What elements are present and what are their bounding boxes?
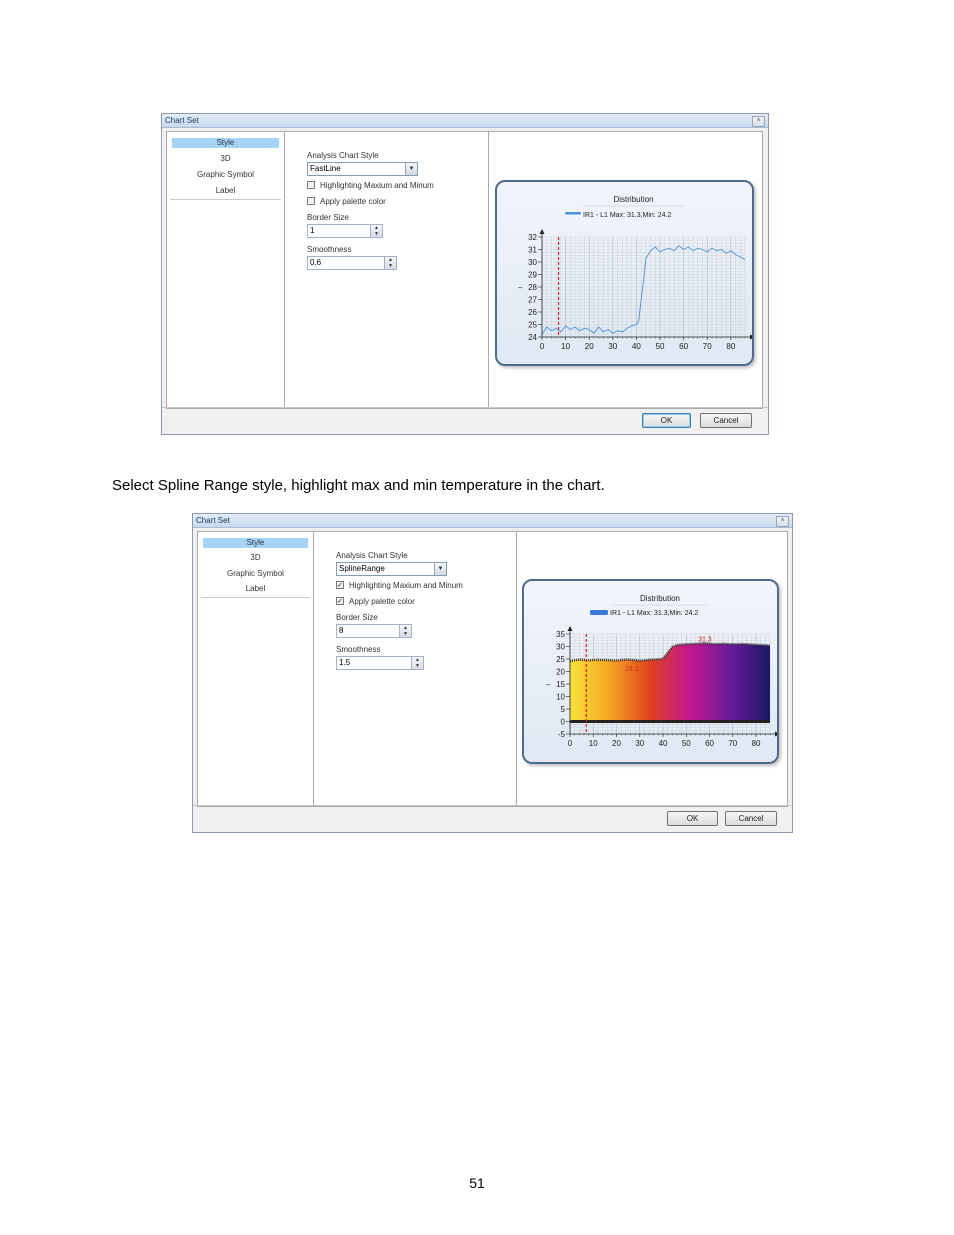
y-tick-label: -5 [557, 730, 565, 739]
preview-panel [516, 531, 788, 807]
chevron-down-icon[interactable]: ▼ [434, 563, 446, 575]
chart-card [522, 579, 779, 764]
palette-checkbox[interactable]: ✓ [337, 598, 343, 605]
border-size-label: Border Size [336, 613, 378, 622]
smoothness-stepper[interactable] [336, 656, 424, 670]
spin-arrows-icon[interactable]: ▲ ▼ [384, 257, 396, 269]
x-tick-label: 70 [728, 739, 738, 748]
x-tick-label: 80 [726, 342, 736, 351]
y-tick-label: 25 [556, 655, 565, 664]
legend-entry: IR1 - L1 Max: 31.3,Min: 24.2 [583, 212, 672, 219]
max-label: 31.3 [698, 636, 712, 644]
nav-item-3d[interactable]: 3D [220, 154, 231, 163]
settings-panel [313, 531, 517, 807]
border-size-stepper[interactable] [307, 224, 383, 238]
area-fill [570, 643, 770, 721]
cancel-button[interactable]: Cancel [725, 811, 777, 826]
x-axis-arrow-icon [750, 335, 752, 340]
y-tick-label: 30 [556, 642, 565, 652]
smoothness-value: 0.6 [310, 258, 322, 267]
y-axis-label: – [546, 680, 551, 689]
highlight-label: Highlighting Maxium and Minum [320, 181, 434, 190]
x-tick-label: 20 [584, 342, 594, 351]
chart-set-dialog-2 [192, 513, 793, 833]
x-tick-label: 10 [561, 342, 571, 351]
y-tick-label: 20 [556, 667, 565, 677]
nav-item-label[interactable]: Label [215, 186, 236, 195]
x-tick-label: 50 [655, 342, 665, 351]
spin-arrows-icon[interactable]: ▲ ▼ [399, 625, 411, 637]
nav-panel [166, 131, 285, 409]
spin-arrows-icon[interactable]: ▲ ▼ [411, 657, 423, 669]
nav-panel [197, 531, 314, 807]
y-tick-label: 32 [528, 233, 537, 242]
close-icon[interactable]: × [776, 516, 789, 527]
close-icon[interactable]: × [752, 116, 765, 127]
border-size-value: 1 [310, 226, 315, 235]
smoothness-stepper[interactable] [307, 256, 397, 270]
highlight-checkbox[interactable] [307, 181, 315, 189]
x-axis-arrow-icon [775, 732, 777, 737]
nav-item-style[interactable]: Style [203, 538, 308, 548]
y-tick-label: 30 [528, 258, 537, 267]
chart-title: Distribution [613, 195, 654, 204]
button-bar [162, 407, 768, 434]
chart-style-value: FastLine [310, 164, 341, 173]
chart-title: Distribution [639, 594, 681, 603]
y-tick-label: 35 [556, 630, 565, 639]
nav-divider [170, 199, 281, 200]
page-number: 51 [469, 1175, 485, 1191]
chart-card [495, 180, 754, 366]
x-tick-label: 60 [679, 342, 689, 351]
y-tick-label: 25 [528, 320, 537, 330]
x-tick-label: 0 [567, 739, 573, 748]
legend-swatch [565, 212, 581, 215]
chart-set-dialog-1 [161, 113, 769, 435]
distribution-chart [524, 581, 777, 762]
analysis-chart-style-label: Analysis Chart Style [307, 151, 379, 160]
distribution-chart [497, 182, 752, 364]
nav-item-style[interactable]: Style [172, 138, 279, 148]
chart-style-select[interactable] [336, 562, 447, 576]
ok-button[interactable]: OK [667, 811, 718, 826]
y-axis-arrow-icon [568, 626, 573, 631]
instruction-caption: Select Spline Range style, highlight max and min temperature in the chart. [112, 477, 605, 494]
x-tick-label: 30 [635, 739, 645, 748]
smoothness-label: Smoothness [307, 245, 352, 254]
x-tick-label: 40 [631, 342, 641, 351]
min-label: 24.2 [625, 666, 639, 673]
x-tick-label: 60 [705, 739, 714, 748]
border-size-value: 8 [339, 626, 344, 635]
dialog-title: Chart Set [162, 114, 768, 128]
palette-label: Apply palette color [349, 597, 415, 606]
nav-item-3d[interactable]: 3D [250, 553, 261, 562]
highlight-label: Highlighting Maxium and Minum [349, 581, 463, 590]
legend-swatch [590, 610, 608, 615]
spin-arrows-icon[interactable]: ▲ ▼ [370, 225, 382, 237]
palette-checkbox[interactable] [307, 197, 315, 205]
y-tick-label: 10 [556, 692, 565, 702]
legend-entry: IR1 - L1 Max: 31.3,Min: 24.2 [610, 610, 699, 617]
nav-item-graphic-symbol[interactable]: Graphic Symbol [197, 170, 254, 179]
y-tick-label: 0 [560, 717, 565, 727]
x-tick-label: 30 [608, 342, 618, 351]
smoothness-label: Smoothness [336, 645, 381, 654]
y-tick-label: 29 [528, 270, 537, 280]
nav-item-graphic-symbol[interactable]: Graphic Symbol [227, 569, 284, 578]
chart-style-value: SplineRange [339, 564, 385, 573]
y-tick-label: 28 [528, 283, 537, 292]
y-tick-label: 24 [528, 333, 537, 342]
x-tick-label: 40 [658, 739, 668, 748]
button-bar [193, 805, 792, 832]
x-tick-label: 70 [702, 342, 712, 351]
x-tick-label: 10 [588, 739, 598, 748]
y-tick-label: 26 [528, 308, 537, 317]
border-size-label: Border Size [307, 213, 349, 222]
settings-panel [284, 131, 489, 409]
x-tick-label: 80 [751, 739, 761, 748]
border-size-stepper[interactable] [336, 624, 412, 638]
y-tick-label: 27 [528, 295, 537, 305]
nav-divider [201, 597, 310, 598]
smoothness-value: 1.5 [339, 658, 351, 667]
y-axis-arrow-icon [540, 229, 545, 234]
palette-label: Apply palette color [320, 197, 386, 206]
ok-button[interactable]: OK [642, 413, 691, 428]
preview-panel [488, 131, 763, 409]
cancel-button[interactable]: Cancel [700, 413, 752, 428]
y-tick-label: 5 [560, 705, 565, 714]
chevron-down-icon[interactable]: ▼ [405, 163, 417, 175]
x-tick-label: 20 [612, 739, 621, 748]
x-tick-label: 50 [681, 739, 691, 748]
analysis-chart-style-label: Analysis Chart Style [336, 551, 408, 560]
y-axis-label: – [518, 283, 523, 292]
nav-item-label[interactable]: Label [245, 584, 266, 593]
y-tick-label: 31 [528, 245, 537, 255]
dialog-title: Chart Set [193, 514, 792, 528]
highlight-checkbox[interactable]: ✓ [337, 582, 343, 589]
y-tick-label: 15 [556, 680, 565, 689]
chart-style-select[interactable] [307, 162, 418, 176]
x-tick-label: 0 [539, 342, 545, 351]
